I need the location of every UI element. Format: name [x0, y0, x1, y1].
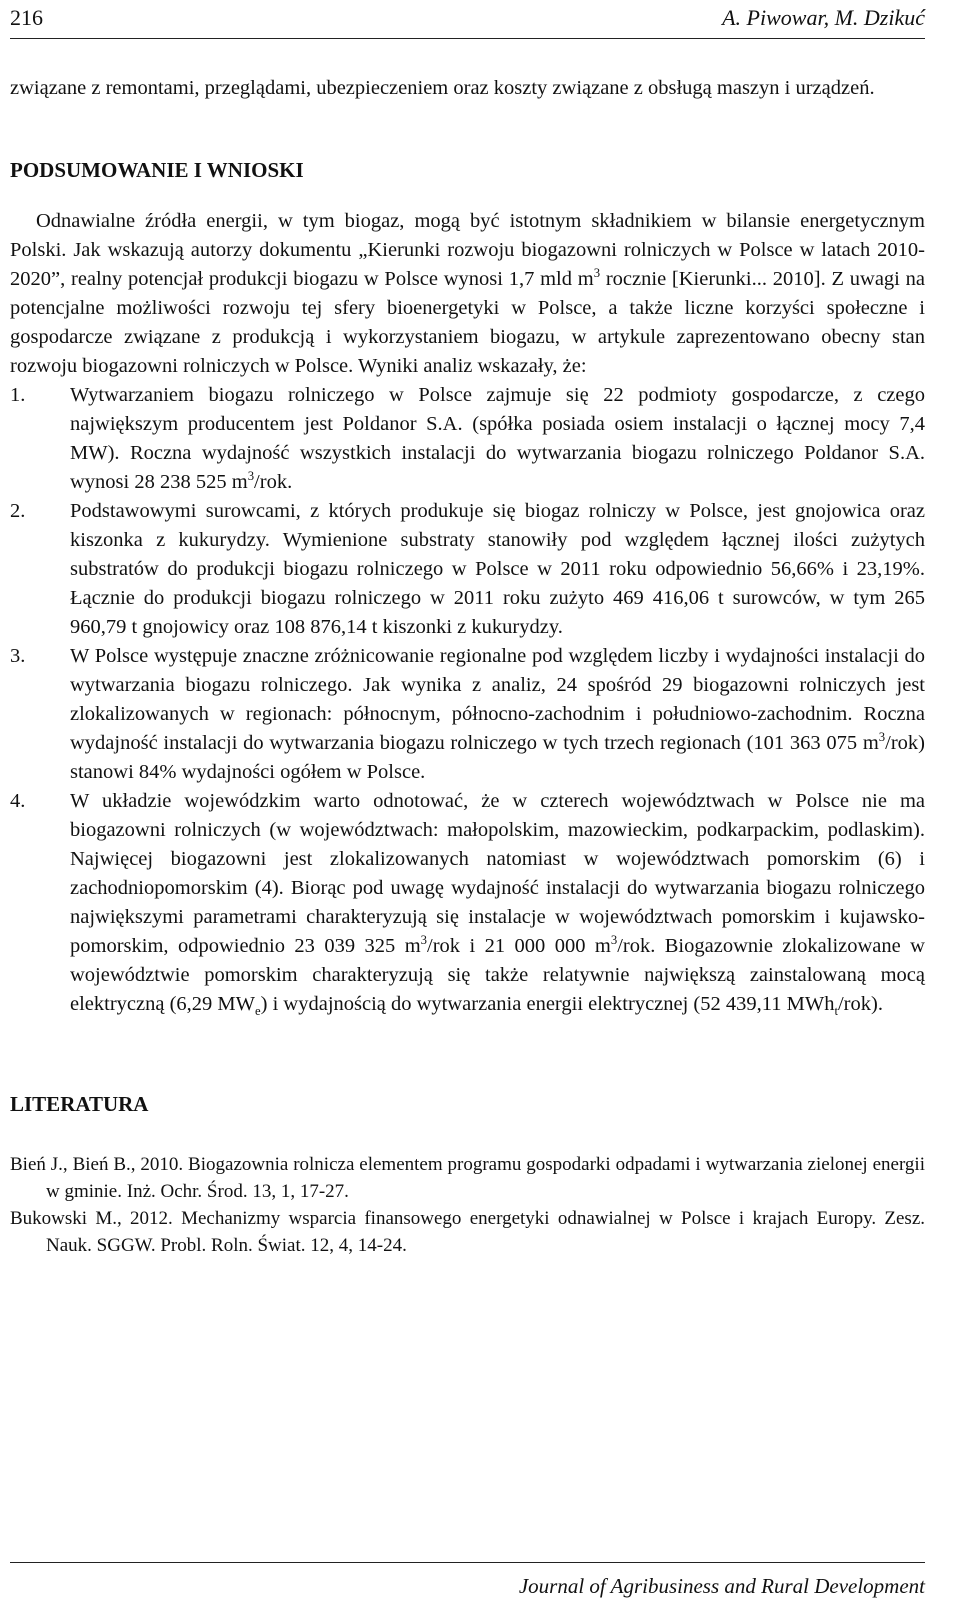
- header-rule: [10, 38, 925, 39]
- subscript: e: [255, 1004, 261, 1019]
- conclusions-list: [10, 381, 925, 1019]
- summary-text-part: rocznie [Kierunki... 2010]. Z uwagi na potencjalne możliwości rozwoju tej sfery bioenergetyki w Polsce, a także liczne korzyści społeczne i gospodarcze związane z produkcją i wykorzystaniem biogazu, w artykule zaprezentowano obecny stan rozwoju biogazowni rolniczych w Polsce. Wyniki analiz wskazały, że:: [10, 268, 925, 377]
- section-heading-summary: PODSUMOWANIE I WNIOSKI: [10, 158, 304, 182]
- conclusion-text: /rok i 21 000 000 m: [427, 935, 611, 957]
- continued-paragraph: związane z remontami, przeglądami, ubezpieczeniem oraz koszty związane z obsługą maszyn i urządzeń.: [10, 77, 875, 99]
- conclusion-item-4: [10, 787, 925, 1019]
- conclusion-text: /rok) stanowi 84% wydajności ogółem w Polsce.: [70, 732, 925, 783]
- conclusion-text: /rok).: [837, 993, 883, 1015]
- conclusion-number: 2.: [10, 500, 26, 522]
- conclusion-number: 3.: [10, 645, 26, 667]
- body-text: [10, 74, 925, 1259]
- journal-footer: Journal of Agribusiness and Rural Development: [518, 1574, 925, 1598]
- subscript: t: [834, 1004, 838, 1019]
- conclusion-number: 1.: [10, 384, 26, 406]
- conclusion-item-3: [10, 642, 925, 787]
- running-header-authors: A. Piwowar, M. Dzikuć: [722, 5, 925, 30]
- superscript: 3: [878, 730, 886, 745]
- superscript: 3: [247, 469, 255, 484]
- summary-text-part: Odnawialne źródła energii, w tym biogaz, mogą być istotnym składnikiem w bilansie energetycznym Polski. Jak wskazują autorzy dokumentu „Kierunki rozwoju biogazowni rolniczych w Polsce w latach 2010-2020”, realny potencjał produkcji biogazu w Polsce wynosi 1,7 mld m: [10, 210, 925, 290]
- conclusion-text: Podstawowymi surowcami, z których produkuje się biogaz rolniczy w Polsce, jest gnojowica oraz kiszonka z kukurydzy. Wymienione substraty stanowiły pod względem łącznej ilości zużytych substratów do produkcji biogazu rolniczego w Polsce w 2011 roku odpowiednio 56,66% i 23,19%. Łącznie do produkcji biogazu rolniczego w 2011 roku zużyto 469 416,06 t surowców, w tym 265 960,79 t gnojowicy oraz 108 876,14 t kiszonki z kukurydzy.: [70, 500, 925, 638]
- conclusion-text: ) i wydajnością do wytwarzania energii elektrycznej (52 439,11 MWh: [260, 993, 835, 1015]
- running-header: [10, 2, 925, 34]
- superscript: 3: [593, 266, 601, 281]
- page-number: 216: [10, 5, 43, 30]
- summary-paragraph: [10, 207, 925, 381]
- conclusion-text: Wytwarzaniem biogazu rolniczego w Polsce zajmuje się 22 podmioty gospodarcze, z czego największym producentem jest Poldanor S.A. (spółka posiada osiem instalacji o łącznej mocy 7,4 MW). Roczna wydajność wszystkich instalacji do wytwarzania biogazu rolniczego Poldanor S.A. wynosi 28 238 525 m: [70, 384, 925, 493]
- section-heading-literature: LITERATURA: [10, 1092, 149, 1116]
- conclusion-item-2: [10, 497, 925, 642]
- conclusion-number: 4.: [10, 790, 26, 812]
- superscript: 3: [610, 933, 618, 948]
- conclusion-item-1: [10, 381, 925, 497]
- superscript: 3: [420, 933, 428, 948]
- conclusion-text: /rok.: [254, 471, 293, 493]
- conclusion-text: /rok. Biogazownie zlokalizowane w województwie pomorskim charakteryzują się także relatywnie największą zainstalowaną mocą elektryczną (6,29 MW: [70, 935, 925, 1015]
- reference-item: Bień J., Bień B., 2010. Biogazownia rolnicza elementem programu gospodarki odpadami i wytwarzania zielonej energii w gminie. Inż. Ochr. Środ. 13, 1, 17-27.: [10, 1154, 925, 1202]
- conclusion-text: W układzie wojewódzkim warto odnotować, że w czterech województwach w Polsce nie ma biogazowni rolniczych (w województwach: małopolskim, mazowieckim, podkarpackim, podlaskim). Najwięcej biogazowni jest zlokalizowanych natomiast w województwach pomorskim (6) i zachodniopomorskim (4). Biorąc pod uwagę wydajność instalacji do wytwarzania biogazu rolniczego największymi parametrami charakteryzują się instalacje w województwach pomorskim i kujawsko-pomorskim, odpowiednio 23 039 325 m: [70, 790, 925, 957]
- reference-list: [10, 1151, 925, 1259]
- conclusion-text: W Polsce występuje znaczne zróżnicowanie regionalne pod względem liczby i wydajności instalacji do wytwarzania biogazu rolniczego. Jak wynika z analiz, 24 spośród 29 biogazowni rolniczych jest zlokalizowanych w regionach: północnym, północno-zachodnim i południowo-zachodnim. Roczna wydajność instalacji do wytwarzania biogazu rolniczego w tych trzech regionach (101 363 075 m: [70, 645, 925, 754]
- reference-item: Bukowski M., 2012. Mechanizmy wsparcia finansowego energetyki odnawialnej w Polsce i krajach Europy. Zesz. Nauk. SGGW. Probl. Roln. Świat. 12, 4, 14-24.: [10, 1208, 925, 1256]
- footer-rule: [10, 1562, 925, 1563]
